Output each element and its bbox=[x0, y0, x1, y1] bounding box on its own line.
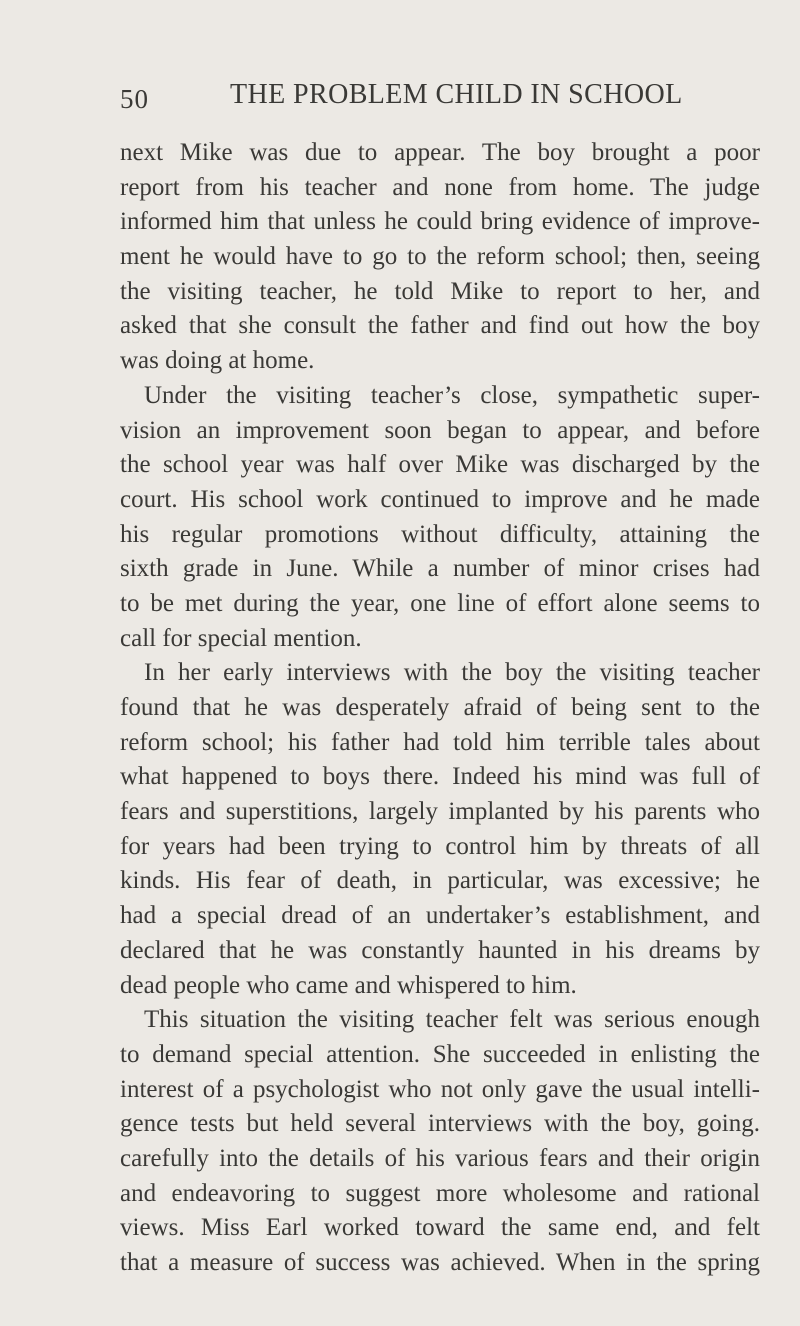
text-line: call for special mention. bbox=[120, 624, 362, 652]
text-line: informed him that unless he could bring evidence of improve- bbox=[120, 208, 760, 236]
text-line: what happened to boys there. Indeed his mind was full of bbox=[120, 763, 760, 791]
text-line: asked that she consult the father and find out how the boy bbox=[120, 312, 760, 340]
text-line: was doing at home. bbox=[120, 347, 315, 375]
text-line: court. His school work continued to improve and he made bbox=[120, 485, 760, 513]
text-line: dead people who came and whispered to him. bbox=[120, 971, 577, 999]
text-line: views. Miss Earl worked toward the same end, and felt bbox=[120, 1214, 760, 1242]
paragraph bbox=[120, 1003, 760, 1281]
text-line: gence tests but held several interviews with the boy, going. bbox=[120, 1110, 760, 1138]
text-line: had a special dread of an undertaker’s establishment, and bbox=[120, 902, 760, 930]
text-line: and endeavoring to suggest more wholesome and rational bbox=[120, 1179, 760, 1207]
running-title: THE PROBLEM CHILD IN SCHOOL bbox=[230, 79, 683, 110]
text-line: Under the visiting teacher’s close, sympathetic super- bbox=[144, 381, 760, 409]
text-line: ment he would have to go to the reform school; then, seeing bbox=[120, 243, 760, 271]
text-line: to be met during the year, one line of effort alone seems to bbox=[120, 589, 760, 617]
text-line: for years had been trying to control him by threats of all bbox=[120, 832, 760, 860]
running-head bbox=[120, 79, 760, 124]
text-line: vision an improvement soon began to appear, and before bbox=[120, 416, 760, 444]
text-line: This situation the visiting teacher felt was serious enough bbox=[144, 1006, 760, 1034]
text-line: that a measure of success was achieved. When in the spring bbox=[120, 1249, 760, 1276]
text-line: next Mike was due to appear. The boy brought a poor bbox=[120, 139, 760, 166]
paragraph bbox=[120, 656, 760, 1003]
text-line: kinds. His fear of death, in particular, was excessive; he bbox=[120, 867, 760, 895]
text-line: report from his teacher and none from home. The judge bbox=[120, 173, 760, 201]
text-line: interest of a psychologist who not only gave the usual intelli- bbox=[120, 1075, 760, 1103]
paragraph bbox=[120, 379, 760, 657]
text-line: carefully into the details of his various fears and their origin bbox=[120, 1144, 760, 1172]
paragraph bbox=[120, 136, 760, 379]
page-number: 50 bbox=[120, 84, 149, 114]
text-line: found that he was desperately afraid of being sent to the bbox=[120, 694, 760, 721]
text-line: reform school; his father had told him terrible tales about bbox=[120, 728, 760, 756]
text-line: fears and superstitions, largely implanted by his parents who bbox=[120, 798, 760, 826]
text-line: to demand special attention. She succeeded in enlisting the bbox=[120, 1040, 760, 1068]
text-line: his regular promotions without difficulty, attaining the bbox=[120, 520, 760, 548]
text-line: declared that he was constantly haunted in his dreams by bbox=[120, 936, 760, 964]
text-line: the visiting teacher, he told Mike to report to her, and bbox=[120, 277, 760, 305]
text-line: In her early interviews with the boy the visiting teacher bbox=[144, 659, 760, 687]
text-line: the school year was half over Mike was discharged by the bbox=[120, 451, 760, 479]
text-line: sixth grade in June. While a number of minor crises had bbox=[120, 555, 760, 583]
body-text bbox=[120, 136, 760, 1281]
